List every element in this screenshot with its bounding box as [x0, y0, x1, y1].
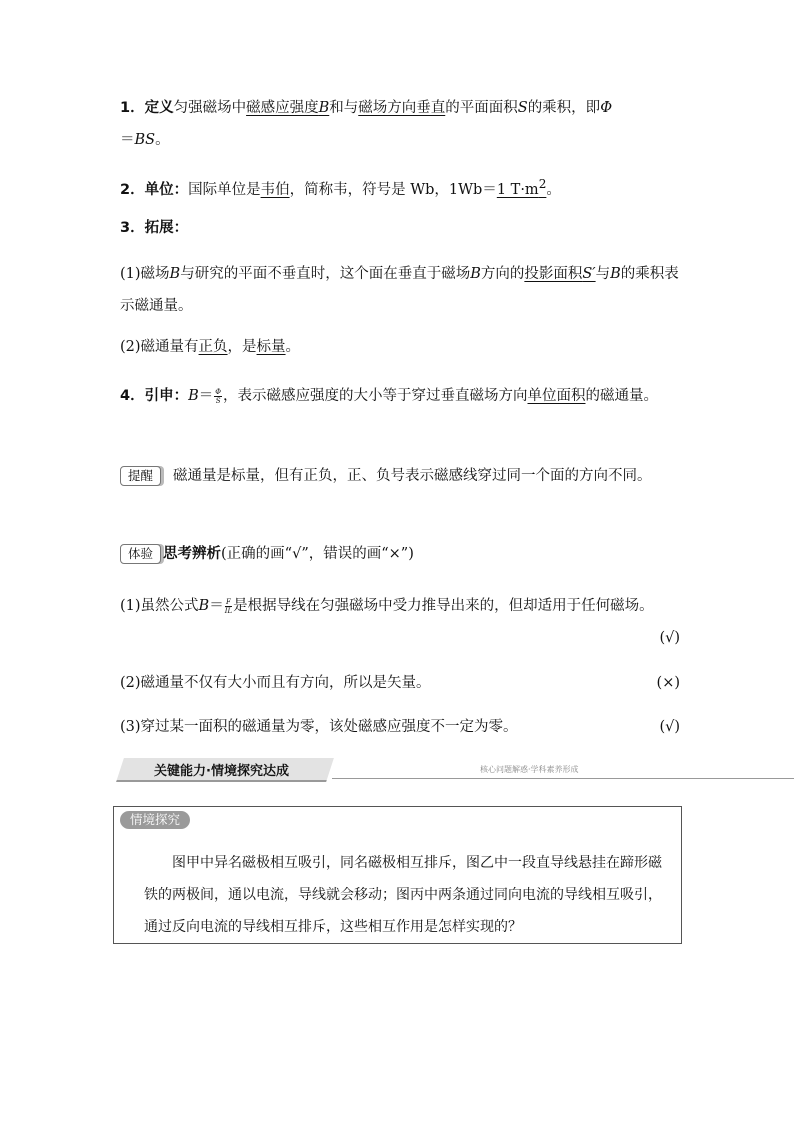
banner-subtitle: 核心问题解惑·学科素养形成: [480, 765, 579, 774]
superscript: 2: [538, 177, 547, 191]
text-span: (1)磁场: [120, 266, 170, 282]
reminder-text: 磁通量是标量，但有正负，正、负号表示磁感线穿过同一个面的方向不同。: [173, 468, 652, 484]
item-label: 拓展：: [144, 220, 189, 236]
text-span: 的平面面积: [445, 100, 518, 116]
item-number: 3．: [120, 220, 145, 236]
answer-mark: (×): [656, 675, 680, 691]
item-label: 单位：: [144, 181, 189, 198]
variable: BS: [134, 132, 156, 148]
extension-heading: [120, 212, 680, 244]
text-span: 和与: [329, 100, 359, 116]
text-span: 的磁通量。: [585, 388, 658, 404]
text-span: ，是: [227, 339, 257, 355]
item-number: 1．: [120, 100, 145, 116]
text-span: 与研究的平面不垂直时，这个面在垂直于磁场: [180, 266, 471, 282]
variable: Φ: [600, 100, 613, 116]
fraction: [214, 388, 222, 405]
variable: S: [517, 100, 528, 116]
judgement-question-1: [120, 590, 680, 646]
underlined-answer: 单位面积: [527, 388, 586, 404]
text-span: 1 T·m: [496, 181, 539, 198]
question-text: (3)穿过某一面积的磁通量为零，该处磁感应强度不一定为零。: [120, 719, 518, 735]
variable: B: [169, 266, 181, 282]
variable: B: [188, 388, 199, 404]
fraction: [225, 598, 232, 615]
judgement-question-3: [120, 711, 680, 743]
text-span: 是根据导线在匀强磁场中受力推导出来的，但却适用于任何磁场。: [233, 598, 654, 614]
underlined-answer: 磁感应强度: [246, 100, 319, 116]
variable: B: [610, 266, 621, 282]
text-span: ，表示磁感应强度的大小等于穿过垂直磁场方向: [223, 388, 528, 404]
banner-title: 关键能力·情境探究达成: [154, 764, 289, 779]
underlined-answer: 磁场方向垂直: [358, 100, 446, 116]
text-span: 匀强磁场中: [173, 100, 247, 116]
underlined-answer: [496, 177, 547, 198]
text-span: (1)虽然公式: [120, 598, 199, 614]
extension-item-1: [120, 258, 680, 322]
variable: B: [198, 598, 210, 614]
fraction-denominator: IL: [224, 606, 233, 615]
underlined-answer: S′: [582, 266, 596, 282]
section-banner: [120, 758, 680, 784]
underlined-answer: 韦伯: [260, 181, 290, 198]
experience-title: 思考辨析: [163, 546, 222, 562]
reminder-tag: 提醒: [120, 466, 161, 486]
unit-paragraph: [120, 168, 680, 206]
judgement-question-2: [120, 667, 680, 699]
underlined-answer: B: [318, 100, 330, 116]
answer-mark: (√): [659, 719, 680, 735]
text-span: 。: [285, 339, 301, 355]
experience-instruction: (正确的画“√”，错误的画“×”): [221, 546, 414, 562]
text-span: ，简称韦，符号是 Wb，1Wb＝: [289, 181, 497, 198]
text-span: ＝: [198, 388, 214, 404]
scenario-text: 图甲中异名磁极相互吸引，同名磁极相互排斥，图乙中一段直导线悬挂在蹄形磁铁的两极间，通以电流，导线就会移动；图丙中两条通过同向电流的导线相互吸引，通过反向电流的导线相互排斥，这些相互作用是怎样实现的？: [144, 855, 662, 935]
definition-paragraph: [120, 92, 680, 156]
variable: B: [470, 266, 481, 282]
text-span: 与: [595, 266, 611, 282]
text-span: 。: [546, 181, 561, 198]
text-span: 。: [155, 132, 170, 148]
derivation-paragraph: [120, 380, 680, 412]
fraction-numerator: Φ: [215, 387, 221, 396]
text-span: 的乘积表示磁通量。: [120, 266, 679, 314]
experience-tag: 体验: [120, 544, 161, 564]
scenario-tag: 情境探究: [120, 811, 190, 829]
banner-divider: [332, 778, 794, 779]
item-label: 引申：: [144, 388, 189, 404]
fraction-numerator: F: [225, 597, 231, 606]
item-label: 定义: [144, 100, 174, 116]
scenario-box: [113, 806, 682, 944]
text-span: 方向的: [480, 266, 525, 282]
item-number: 4．: [120, 388, 145, 404]
underlined-answer: 投影面积: [524, 266, 583, 282]
fraction-denominator: S: [215, 396, 221, 405]
answer-mark: (√): [659, 630, 680, 646]
text-span: ＝: [120, 132, 135, 148]
experience-heading: [120, 538, 680, 570]
extension-item-2: [120, 331, 680, 363]
text-span: 的乘积，即: [527, 100, 601, 116]
item-number: 2．: [120, 181, 145, 198]
reminder-note: [120, 460, 680, 492]
question-text: (2)磁通量不仅有大小而且有方向，所以是矢量。: [120, 675, 431, 691]
underlined-answer: 标量: [256, 339, 286, 355]
text-span: (2)磁通量有: [120, 339, 199, 355]
text-span: ＝: [209, 598, 224, 614]
text-span: 国际单位是: [188, 181, 261, 198]
underlined-answer: 正负: [198, 339, 228, 355]
